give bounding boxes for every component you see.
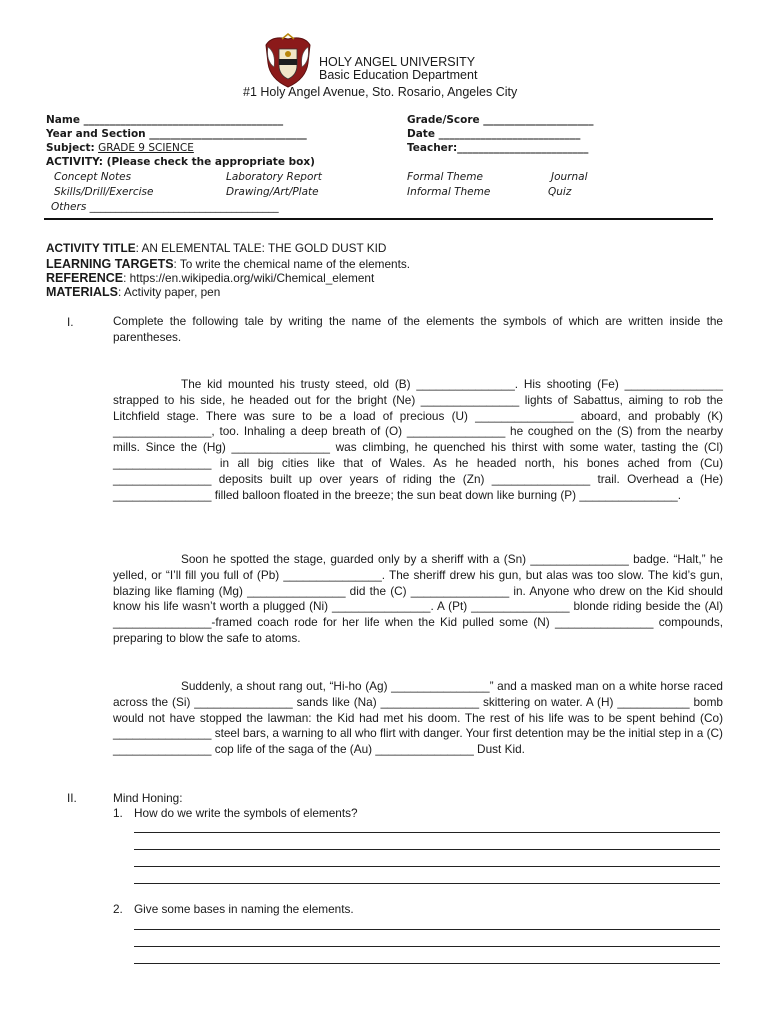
reference-label: REFERENCE bbox=[46, 271, 124, 285]
part1-numeral: I. bbox=[67, 315, 74, 329]
answer-line[interactable] bbox=[134, 929, 720, 930]
name-field-label: Name ______________________________________ bbox=[46, 114, 284, 126]
activity-instruction: ACTIVITY: (Please check the appropriate box) bbox=[46, 156, 315, 168]
story-paragraph-2-text: Soon he spotted the stage, guarded only by a sheriff with a (Sn) _______________ badge. “Halt,” he yelled, or “I’ll fill you full of (Pb) _______________. The sheriff drew his gun, but alas was too slow. The kid’s gun, blazing like flaming (Mg) _______________ did the (C) _______________ in. Anyone who drew on the Kid should know his life wasn’t worth a plugged (Ni) _______________. A (Pt) _______________ blonde riding beside the (Al) _______________-framed coach rode for her life when the Kid pulled some (N) _______________ compounds, preparing to blow the safe to atoms. bbox=[113, 552, 723, 645]
subject-label: Subject: bbox=[46, 142, 95, 154]
option-concept-notes[interactable]: Concept Notes bbox=[54, 171, 132, 183]
reference-value: : https://en.wikipedia.org/wiki/Chemical_element bbox=[123, 271, 375, 285]
option-informal-theme[interactable]: Informal Theme bbox=[407, 186, 491, 198]
question-1-text: How do we write the symbols of elements? bbox=[134, 806, 358, 820]
subject-field bbox=[46, 141, 194, 156]
learning-targets bbox=[46, 257, 410, 271]
option-skills-drill[interactable]: Skills/Drill/Exercise bbox=[54, 186, 154, 198]
answer-line[interactable] bbox=[134, 832, 720, 833]
option-formal-theme[interactable]: Formal Theme bbox=[407, 171, 483, 183]
answer-line[interactable] bbox=[134, 946, 720, 947]
story-paragraph-1-text: The kid mounted his trusty steed, old (B) _______________. His shooting (Fe) _______________ strapped to his side, he headed out for the bright (Ne) _______________ lights of Sabattus, aiming to rob the Litchfield stage. There was sure to be a load of precious (U) _______________ aboard, and probably (K) _______________, too. Inhaling a deep breath of (O) _______________ he coughed on the (S) from the nearby mills. Since the (Hg) _______________ was climbing, he quenched his thirst with some water, tasting the (Cl) _______________ in all big cities like that of Wales. As he headed north, his bones ached from (Cu) _______________ deposits built up over years of riding the (Zn) _______________ trail. Overhead a (He) _______________ filled balloon floated in the breeze; the sun beat down like burning (P) _______________. bbox=[113, 377, 723, 502]
option-others[interactable]: Others ____________________________________ bbox=[51, 201, 279, 213]
university-name: HOLY ANGEL UNIVERSITY bbox=[319, 55, 476, 69]
story-paragraph-3 bbox=[113, 679, 723, 758]
department-name: Basic Education Department bbox=[319, 68, 478, 82]
activity-title-label: ACTIVITY TITLE bbox=[46, 241, 136, 255]
answer-line[interactable] bbox=[134, 883, 720, 884]
learning-targets-label: LEARNING TARGETS bbox=[46, 257, 174, 271]
story-paragraph-3-text: Suddenly, a shout rang out, “Hi-ho (Ag) _______________” and a masked man on a white horse raced across the (Si) _______________ sands like (Na) _______________ skittering on water. A (H) ___________ bomb would not have stopped the lawman: the Kid had met his doom. The rest of his life was to be spent behind (Co) _______________ steel bars, a warning to all who flirt with danger. Your first detention may be the initial step in a (C) _______________ cop life of the saga of the (Au) _______________ Dust Kid. bbox=[113, 679, 723, 757]
part1-instruction-text: Complete the following tale by writing the name of the elements the symbols of which are written inside the parentheses. bbox=[113, 314, 723, 344]
answer-line[interactable] bbox=[134, 849, 720, 850]
option-laboratory-report[interactable]: Laboratory Report bbox=[226, 171, 322, 183]
date-field-label: Date ___________________________ bbox=[407, 128, 581, 140]
answer-line[interactable] bbox=[134, 866, 720, 867]
header-divider bbox=[44, 218, 713, 220]
activity-title-value: : AN ELEMENTAL TALE: THE GOLD DUST KID bbox=[135, 241, 387, 255]
story-paragraph-1 bbox=[113, 377, 723, 503]
learning-targets-value: : To write the chemical name of the elements. bbox=[173, 257, 411, 271]
question-1-number: 1. bbox=[113, 806, 123, 820]
materials bbox=[46, 285, 220, 299]
question-2-number: 2. bbox=[113, 902, 123, 916]
grade-score-field-label: Grade/Score _____________________ bbox=[407, 114, 594, 126]
teacher-field-label: Teacher:_________________________ bbox=[407, 142, 589, 154]
materials-label: MATERIALS bbox=[46, 285, 118, 299]
year-section-field-label: Year and Section ______________________________ bbox=[46, 128, 307, 140]
question-2-text: Give some bases in naming the elements. bbox=[134, 902, 354, 916]
option-quiz[interactable]: Quiz bbox=[548, 186, 572, 198]
part2-title: Mind Honing: bbox=[113, 791, 183, 805]
part1-instruction bbox=[113, 314, 723, 346]
university-logo bbox=[262, 33, 314, 89]
answer-line[interactable] bbox=[134, 963, 720, 964]
university-address: #1 Holy Angel Avenue, Sto. Rosario, Angeles City bbox=[243, 85, 518, 99]
materials-value: : Activity paper, pen bbox=[118, 285, 221, 299]
subject-value: GRADE 9 SCIENCE bbox=[98, 142, 194, 154]
reference bbox=[46, 271, 374, 285]
activity-title bbox=[46, 241, 386, 255]
story-paragraph-2 bbox=[113, 552, 723, 647]
part2-numeral: II. bbox=[67, 791, 77, 805]
option-journal[interactable]: Journal bbox=[551, 171, 588, 183]
option-drawing-art[interactable]: Drawing/Art/Plate bbox=[226, 186, 319, 198]
